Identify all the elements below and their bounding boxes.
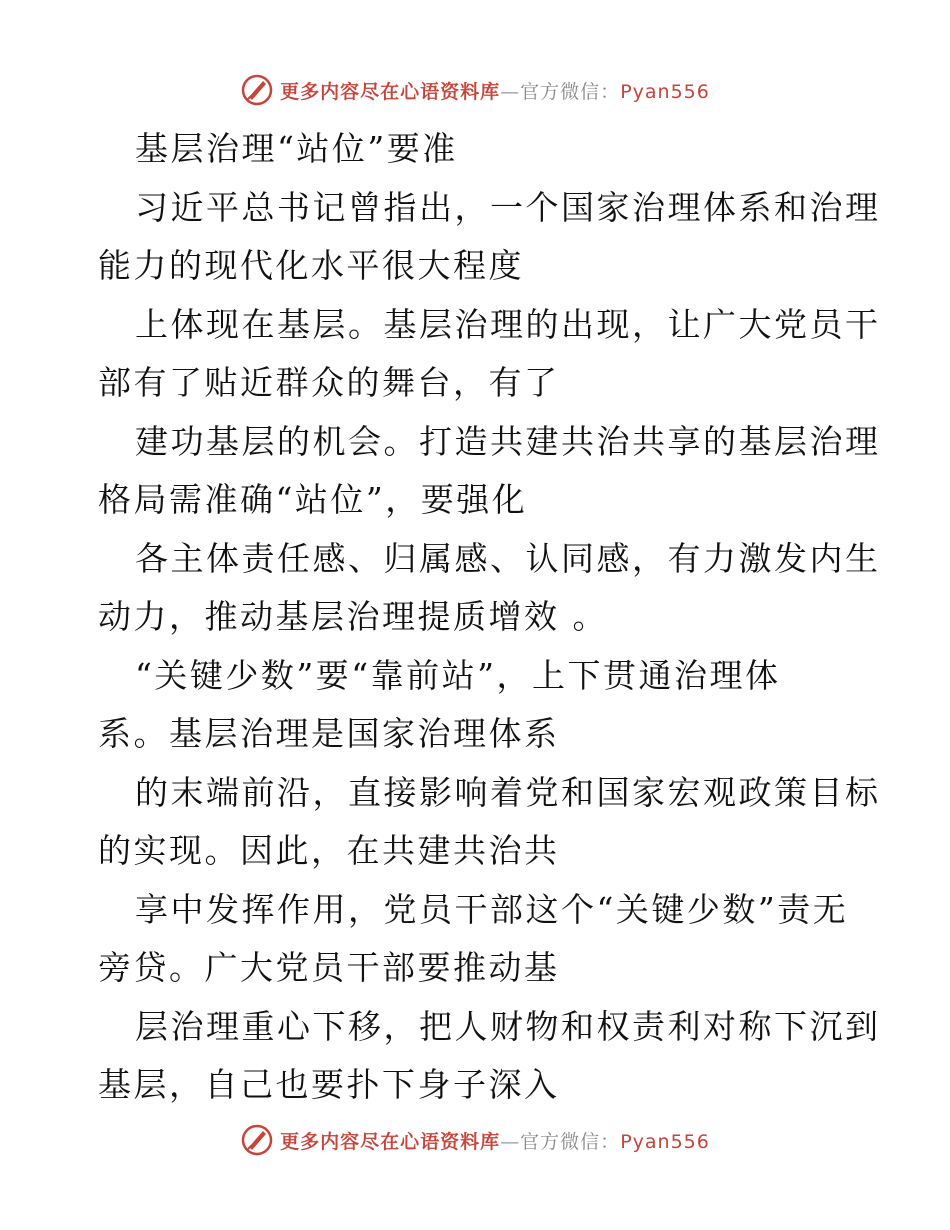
- section-heading: 基层治理“站位”要准: [135, 129, 458, 168]
- banner-wechat-label: 官方微信：: [520, 1130, 621, 1153]
- body-line: 的实现。因此，在共建共治共: [98, 831, 560, 870]
- banner-wechat-id: Pyan556: [620, 1130, 710, 1153]
- body-line: 基层，自己也要扑下身子深入: [98, 1065, 560, 1104]
- body-line: 部有了贴近群众的舞台，有了: [98, 363, 560, 402]
- banner-separator: —: [500, 1130, 521, 1153]
- body-line: 享中发挥作用，党员干部这个“关键少数”责无: [135, 889, 849, 929]
- body-line: 格局需准确“站位”，要强化: [98, 480, 528, 519]
- logo-icon: [240, 73, 274, 107]
- body-line: 旁贷。广大党员干部要推动基: [98, 948, 560, 987]
- body-line: 系。基层治理是国家治理体系: [98, 714, 560, 753]
- banner-text: 更多内容尽在心语资料库: [280, 80, 501, 103]
- banner-wechat-id: Pyan556: [620, 80, 710, 103]
- footer-watermark-banner: [0, 1120, 950, 1160]
- body-line: 习近平总书记曾指出，一个国家治理体系和治理: [135, 187, 881, 227]
- body-line: 层治理重心下移，把人财物和权责利对称下沉到: [135, 1006, 881, 1046]
- header-watermark-banner: [0, 70, 950, 110]
- body-line: 的末端前沿，直接影响着党和国家宏观政策目标: [135, 772, 881, 812]
- body-line: 上体现在基层。基层治理的出现，让广大党员干: [135, 304, 881, 344]
- banner-text: 更多内容尽在心语资料库: [280, 1130, 501, 1153]
- document-body: [98, 120, 881, 1115]
- banner-separator: —: [500, 80, 521, 103]
- body-line: 建功基层的机会。打造共建共治共享的基层治理: [135, 421, 881, 461]
- body-line: 动力，推动基层治理提质增效 。: [98, 597, 608, 636]
- logo-icon: [240, 1123, 274, 1157]
- banner-wechat-label: 官方微信：: [520, 80, 621, 103]
- body-line: “关键少数”要“靠前站”，上下贯通治理体: [135, 655, 781, 695]
- body-line: 各主体责任感、归属感、认同感，有力激发内生: [135, 538, 881, 578]
- body-line: 能力的现代化水平很大程度: [98, 246, 524, 285]
